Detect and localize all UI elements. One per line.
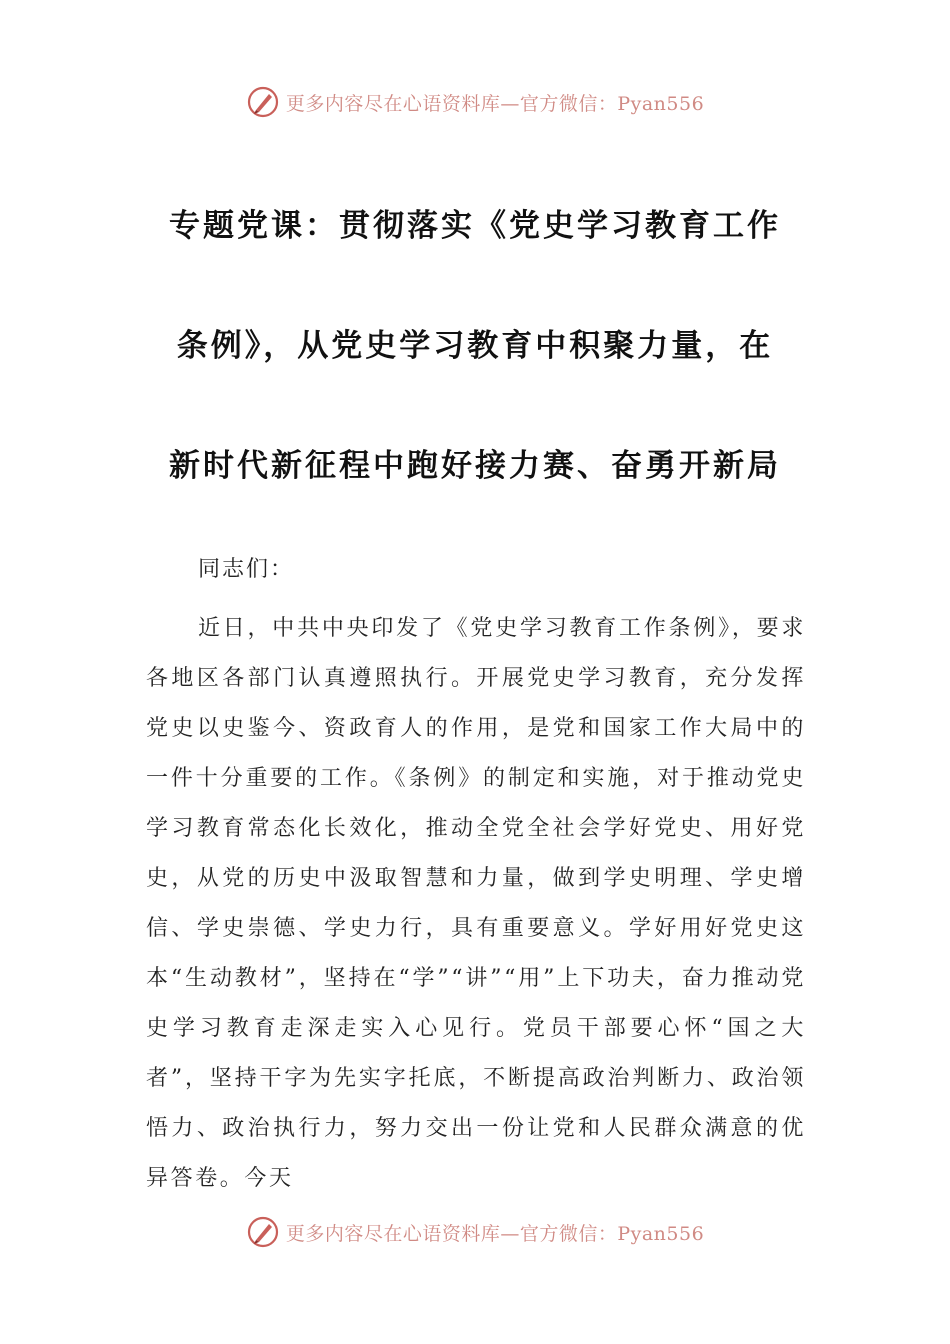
body-paragraph: 近日，中共中央印发了《党史学习教育工作条例》，要求各地区各部门认真遵照执行。开展党史学习教育，充分发挥党史以史鉴今、资政育人的作用，是党和国家工作大局中的一件十分重要的工作。《条例》的制定和实施，对于推动党史学习教育常态化长效化，推动全党全社会学好党史、用好党史，从党的历史中汲取智慧和力量，做到学史明理、学史增信、学史崇德、学史力行，具有重要意义。学好用好党史这本“生动教材”，坚持在“学”“讲”“用”上下功夫，奋力推动党史学习教育走深走实入心见行。党员干部要心怀“国之大者”，坚持干字为先实字托底，不断提高政治判断力、政治领悟力、政治执行力，努力交出一份让党和人民群众满意的优异答卷。今天 [146, 616, 806, 1191]
pen-logo-icon [246, 1215, 280, 1249]
page-title [150, 166, 800, 526]
title-line-2: 条例》，从党史学习教育中积聚力量，在 [176, 328, 774, 364]
watermark-text: 更多内容尽在心语资料库—官方微信：Pyan556 [285, 92, 705, 115]
footer-watermark [0, 1212, 950, 1252]
salutation: 同志们： [198, 557, 295, 582]
title-line-3: 新时代新征程中跑好接力赛、奋勇开新局 [169, 448, 781, 484]
watermark-text: 更多内容尽在心语资料库—官方微信：Pyan556 [285, 1222, 705, 1245]
document-body [146, 550, 806, 1204]
header-watermark [0, 82, 950, 122]
pen-logo-icon [246, 85, 280, 119]
title-line-1: 专题党课：贯彻落实《党史学习教育工作 [169, 208, 781, 244]
